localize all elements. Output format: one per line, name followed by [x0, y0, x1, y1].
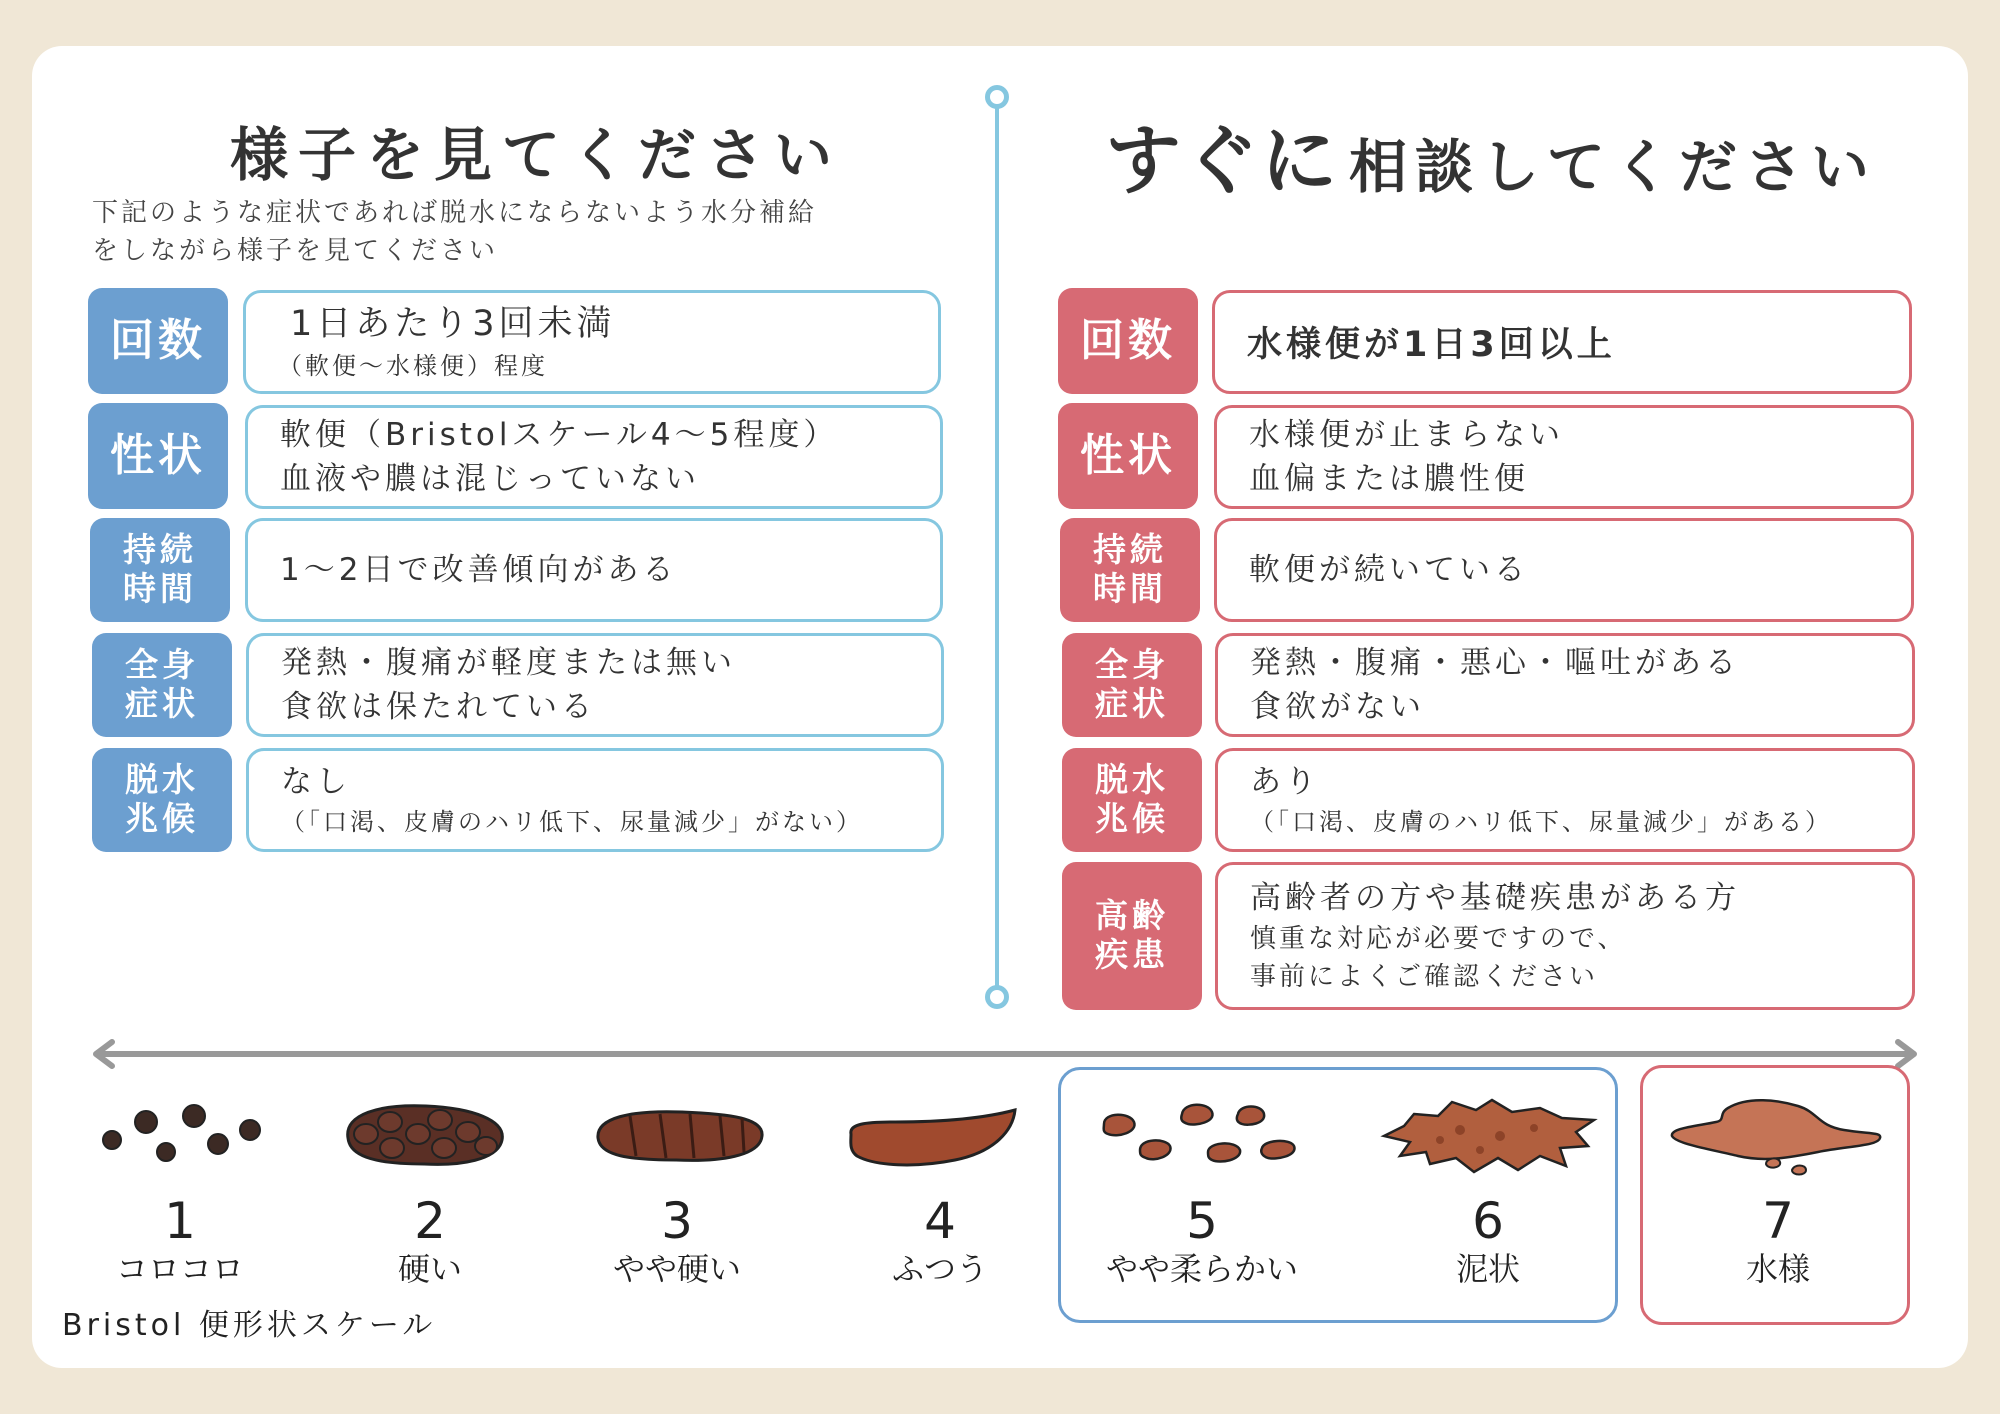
right-box-dehydration: あり （「口渇、皮膚のハリ低下、尿量減少」がある）: [1215, 748, 1915, 852]
type1-name: コロコロ: [115, 1250, 244, 1288]
left-box-dehydration: なし （「口渇、皮膚のハリ低下、尿量減少」がない）: [246, 748, 944, 852]
divider-top-dot: [985, 85, 1009, 109]
right-title: [1105, 100, 1878, 209]
left-box-duration: 1～2日で改善傾向がある: [245, 518, 943, 622]
type7-stool-icon: [1668, 1092, 1888, 1182]
type7-number: 7: [1762, 1192, 1794, 1250]
left-box-nature: 軟便（Bristolスケール4～5程度） 血液や膿は混じっていない: [245, 405, 943, 509]
type5-number: 5: [1186, 1192, 1218, 1250]
type6-name: 泥状: [1455, 1250, 1520, 1288]
right-box-duration: 軟便が続いている: [1214, 518, 1914, 622]
type2-name: 硬い: [397, 1250, 462, 1288]
left-box-systemic: 発熱・腹痛が軽度または無い 食欲は保たれている: [246, 633, 944, 737]
type7-name: 水様: [1745, 1250, 1810, 1288]
type3-number: 3: [661, 1192, 693, 1250]
left-title: 様子を見てください: [230, 121, 843, 189]
type3-name: やや硬い: [612, 1250, 741, 1288]
right-box-elderly: 高齢者の方や基礎疾患がある方 慎重な対応が必要ですので、 事前によくご確認ください: [1215, 862, 1915, 1010]
type5-stool-icon: [1100, 1100, 1300, 1172]
type3-stool-icon: [590, 1104, 770, 1166]
type1-number: 1: [164, 1192, 196, 1250]
left-label-systemic: 全身 症状: [92, 633, 232, 737]
divider-bottom-dot: [985, 985, 1009, 1009]
left-label-duration: 持続 時間: [90, 518, 230, 622]
right-box-count: 水様便が1日3回以上: [1212, 290, 1912, 394]
scale-arrow: [90, 1036, 1920, 1072]
intro-line: をしながら様子を見てください: [92, 236, 499, 266]
left-box-count: 1日あたり3回未満 （軟便～水様便）程度: [243, 290, 941, 394]
left-label-nature: 性状: [88, 403, 228, 509]
right-label-elderly: 高齢 疾患: [1062, 862, 1202, 1010]
right-label-duration: 持続 時間: [1060, 518, 1200, 622]
left-label-dehydration: 脱水 兆候: [92, 748, 232, 852]
type1-stool-icon: [100, 1100, 270, 1170]
type6-stool-icon: [1380, 1096, 1600, 1176]
right-label-count: 回数: [1058, 288, 1198, 394]
type2-stool-icon: [340, 1098, 510, 1170]
left-label-count: 回数: [88, 288, 228, 394]
type4-name: ふつう: [891, 1250, 988, 1288]
scale-caption: Bristol 便形状スケール: [62, 1308, 437, 1343]
right-box-systemic: 発熱・腹痛・悪心・嘔吐がある 食欲がない: [1215, 633, 1915, 737]
left-intro: [92, 194, 932, 270]
right-title-emphasis: すぐに: [1105, 116, 1339, 205]
right-label-nature: 性状: [1058, 403, 1198, 509]
right-label-dehydration: 脱水 兆候: [1062, 748, 1202, 852]
type5-name: やや柔らかい: [1105, 1250, 1298, 1288]
type2-number: 2: [414, 1192, 446, 1250]
type6-number: 6: [1472, 1192, 1504, 1250]
intro-line: 下記のような症状であれば脱水にならないよう水分補給: [92, 198, 818, 228]
center-divider: [995, 108, 999, 988]
right-box-nature: 水様便が止まらない 血偏または膿性便: [1214, 405, 1914, 509]
right-title-rest: 相談してください: [1349, 133, 1878, 201]
type4-stool-icon: [845, 1104, 1021, 1170]
type4-number: 4: [924, 1192, 956, 1250]
right-label-systemic: 全身 症状: [1062, 633, 1202, 737]
